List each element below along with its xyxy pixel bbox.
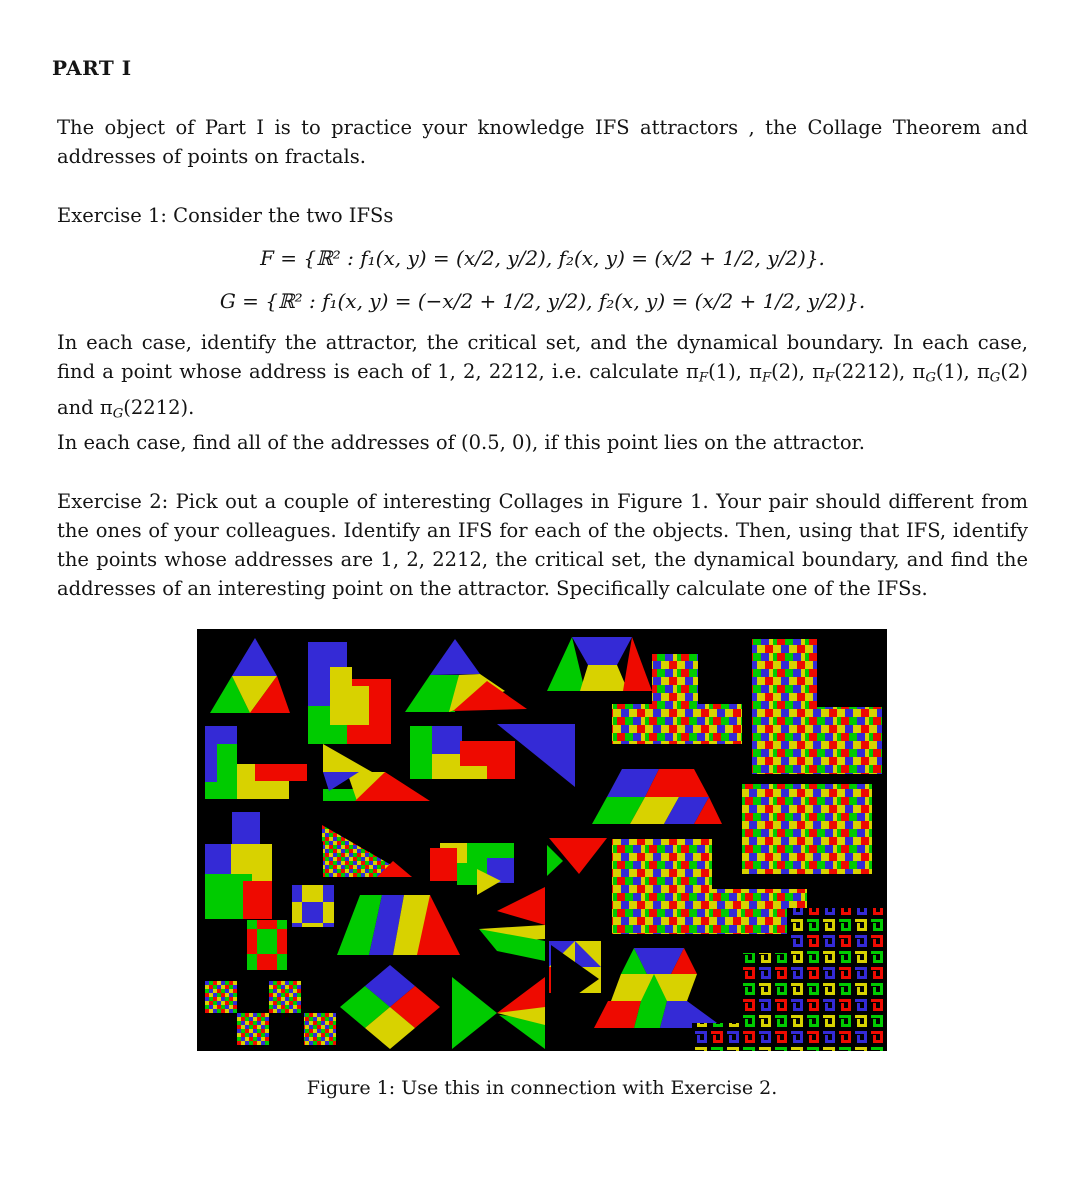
formula-F: F = {ℝ² : f₁(x, y) = (x/2, y/2), f₂(x, y) = (x/2 + 1/2, y/2)}. bbox=[260, 246, 825, 270]
exercise1-lead: Exercise 1: Consider the two IFSs bbox=[57, 204, 394, 227]
pi-subscript-F: F bbox=[761, 370, 772, 386]
shape-square-cluster bbox=[430, 843, 514, 885]
shape-overlapping-squares bbox=[205, 844, 272, 919]
part-title: PART I bbox=[52, 56, 132, 80]
pi-subscript-G: G bbox=[925, 370, 936, 386]
text-segment: (2212), π bbox=[834, 360, 926, 383]
text-segment: (2), π bbox=[771, 360, 826, 383]
shape-checker-blue-yellow bbox=[292, 885, 334, 927]
text-segment: (1), π bbox=[935, 360, 990, 383]
pi-subscript-G: G bbox=[112, 406, 124, 422]
exercise1-last-line: In each case, find all of the addresses of (0.5, 0), if this point lies on the attractor. bbox=[57, 431, 865, 455]
text-segment: In each case, identify the attractor, the critical set, and the dynamical boundary. In each case, find a point whose address is each of 1, 2, 2212, i.e. calculate π bbox=[57, 331, 1028, 383]
figure-caption: Figure 1: Use this in connection with Exercise 2. bbox=[306, 1077, 778, 1100]
shape-checker-red-green bbox=[247, 920, 287, 970]
figure-1 bbox=[197, 629, 887, 1101]
shape-blue-block bbox=[232, 812, 260, 844]
text-segment: (2) and π bbox=[57, 360, 1028, 419]
exercise1-body bbox=[57, 328, 1028, 428]
formula-G: G = {ℝ² : f₁(x, y) = (−x/2 + 1/2, y/2), f₂(x, y) = (x/2 + 1/2, y/2)}. bbox=[219, 289, 866, 313]
pi-subscript-F: F bbox=[698, 370, 709, 386]
pi-subscript-G: G bbox=[989, 370, 1001, 386]
intro-paragraph: The object of Part I is to practice your knowledge IFS attractors , the Collage Theorem and addresses of points on fractals. bbox=[57, 116, 1028, 168]
exercise2-paragraph: Exercise 2: Pick out a couple of interesting Collages in Figure 1. Your pair should different from the ones of your colleagues. Identify an IFS for each of the objects. Then, using that IFS, identify the points whose addresses are 1, 2, 2212, the critical set, the dynamical boundary, and find the addresses of an interesting point on the attractor. Specifically calculate one of the IFSs. bbox=[57, 490, 1028, 601]
text-segment: (2212). bbox=[123, 395, 195, 419]
pi-subscript-F: F bbox=[825, 370, 835, 386]
collage-figure-image bbox=[197, 629, 887, 1051]
text-segment: (1), π bbox=[708, 360, 762, 383]
shape-tromino-band bbox=[742, 784, 872, 874]
